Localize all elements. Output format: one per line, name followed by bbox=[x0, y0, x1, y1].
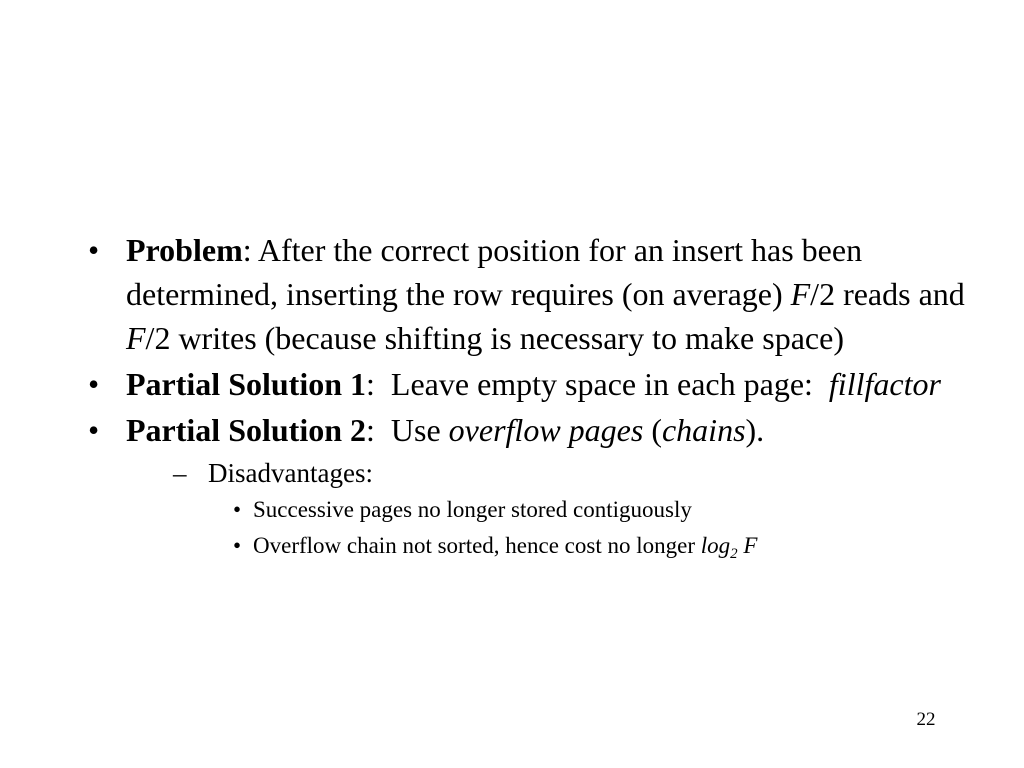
bullet-problem bbox=[88, 228, 988, 360]
problem-colon: : bbox=[242, 232, 252, 268]
solution-2-colon: : bbox=[366, 412, 375, 448]
disadvantages-heading bbox=[126, 454, 988, 572]
bullet-marker: • bbox=[88, 366, 100, 402]
solution-2-paren-open: ( bbox=[643, 412, 662, 448]
problem-text-reads: /2 reads and bbox=[810, 276, 965, 312]
problem-title: Problem bbox=[126, 232, 243, 268]
solution-1-colon: : bbox=[366, 366, 375, 402]
fillfactor-term: fillfactor bbox=[828, 366, 941, 402]
log-function: log bbox=[700, 533, 731, 558]
dash-marker: – bbox=[173, 458, 187, 488]
log-base-value: 2 bbox=[730, 546, 738, 563]
log-base bbox=[730, 546, 737, 562]
bullet-marker: • bbox=[233, 533, 242, 558]
disadvantages-list bbox=[126, 454, 988, 572]
log-variable: F bbox=[737, 533, 758, 558]
bullet-partial-solution-2 bbox=[88, 408, 988, 572]
bullet-marker: • bbox=[233, 497, 242, 522]
disadvantage-item-contiguous bbox=[126, 492, 988, 528]
solution-1-text: Leave empty space in each page: bbox=[374, 366, 829, 402]
disadvantages-label: Disadvantages: bbox=[208, 458, 373, 488]
disadvantage-item-unsorted bbox=[126, 528, 988, 572]
bullet-marker: • bbox=[88, 232, 100, 268]
problem-text-start: After the correct position for an insert has been determined, inserting the row requires (on average) bbox=[126, 232, 863, 312]
chains-term: chains bbox=[661, 412, 746, 448]
problem-text-writes: /2 writes (because shifting is necessary to make space) bbox=[145, 320, 844, 356]
bullet-list bbox=[88, 228, 988, 574]
problem-var-f-2: F bbox=[126, 320, 146, 356]
disadvantage-items bbox=[208, 492, 988, 572]
slide-number: 22 bbox=[916, 709, 936, 730]
disadvantage-text-1: Successive pages no longer stored contiguously bbox=[253, 497, 692, 522]
solution-1-title: Partial Solution 1 bbox=[126, 366, 367, 402]
solution-2-title: Partial Solution 2 bbox=[126, 412, 367, 448]
problem-var-f-1: F bbox=[790, 276, 811, 312]
bullet-partial-solution-1 bbox=[88, 362, 988, 406]
solution-2-paren-close: ). bbox=[745, 412, 765, 448]
disadvantage-text-2: Overflow chain not sorted, hence cost no longer bbox=[253, 533, 701, 558]
bullet-marker: • bbox=[88, 412, 100, 448]
overflow-pages-term: overflow pages bbox=[448, 412, 644, 448]
solution-2-text-start: Use bbox=[374, 412, 449, 448]
